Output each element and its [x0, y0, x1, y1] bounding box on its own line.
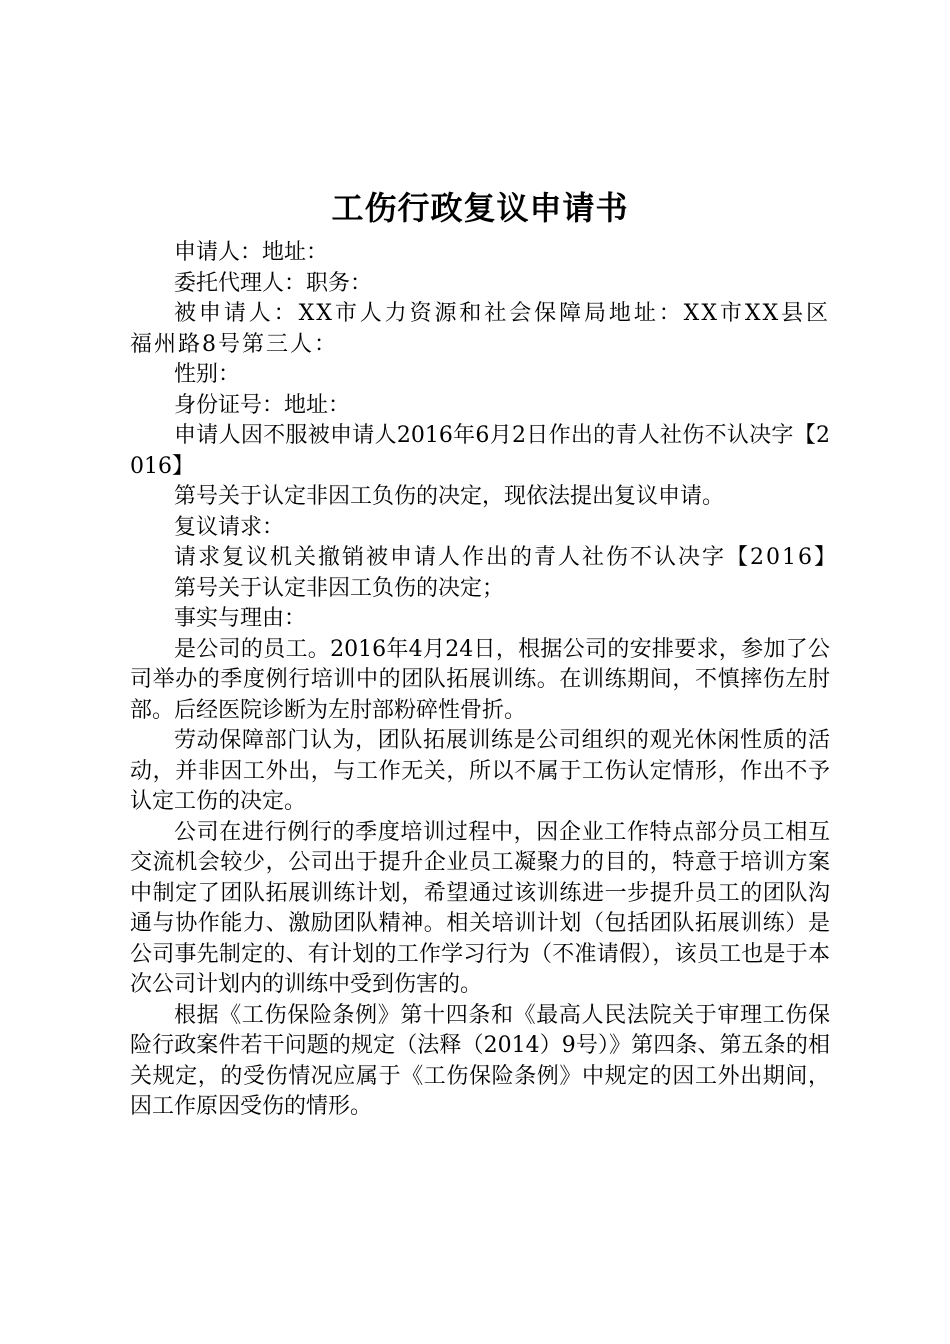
paragraph-facts-4: 根据《工伤保险条例》第十四条和《最高人民法院关于审理工伤保险行政案件若干问题的规定（法释（2014）9号）》第四条、第五条的相关规定，的受伤情况应属于《工伤保险条例》中规定的因工外出期间，因工作原因受伤的情形。	[130, 1002, 830, 1119]
paragraph-statement-cont: 第号关于认定非因工负伤的决定，现依法提出复议申请。	[174, 484, 725, 509]
paragraph-statement: 申请人因不服被申请人2016年6月2日作出的青人社伤不认决字【2016】	[130, 423, 830, 479]
paragraph-facts-2: 劳动保障部门认为，团队拓展训练是公司组织的观光休闲性质的活动，并非因工外出，与工作无关，所以不属于工伤认定情形，作出不予认定工伤的决定。	[130, 728, 830, 814]
document-page	[130, 180, 838, 1123]
paragraph-gender: 性别：	[174, 362, 241, 387]
paragraph-request-cont: 第号关于认定非因工负伤的决定；	[174, 575, 505, 601]
paragraph-id-number: 身份证号：地址：	[174, 392, 351, 418]
paragraph-applicant: 申请人：地址：	[174, 240, 329, 265]
paragraph-agent: 委托代理人：职务：	[174, 270, 373, 296]
paragraph-facts-3: 公司在进行例行的季度培训过程中，因企业工作特点部分员工相互交流机会较少，公司出于提升企业员工凝聚力的目的，特意于培训方案中制定了团队拓展训练计划，希望通过该训练进一步提升员工的团队沟通与协作能力、激励团队精神。相关培训计划（包括团队拓展训练）是公司事先制定的、有计划的工作学习行为（不准请假），该员工也是于本次公司计划内的训练中受到伤害的。	[130, 819, 830, 997]
paragraph-facts-heading: 事实与理由：	[174, 606, 307, 631]
paragraph-request-heading: 复议请求：	[174, 514, 285, 540]
paragraph-request: 请求复议机关撤销被申请人作出的青人社伤不认决字【2016】	[174, 545, 838, 570]
paragraph-respondent: 被申请人：XX市人力资源和社会保障局地址：XX市XX县区福州路8号第三人：	[130, 301, 830, 357]
document-title: 工伤行政复议申请书	[331, 189, 629, 227]
paragraph-facts-1: 是公司的员工。2016年4月24日，根据公司的安排要求，参加了公司举办的季度例行培训中的团队拓展训练。在训练期间，不慎摔伤左肘部。后经医院诊断为左肘部粉碎性骨折。	[130, 636, 830, 723]
